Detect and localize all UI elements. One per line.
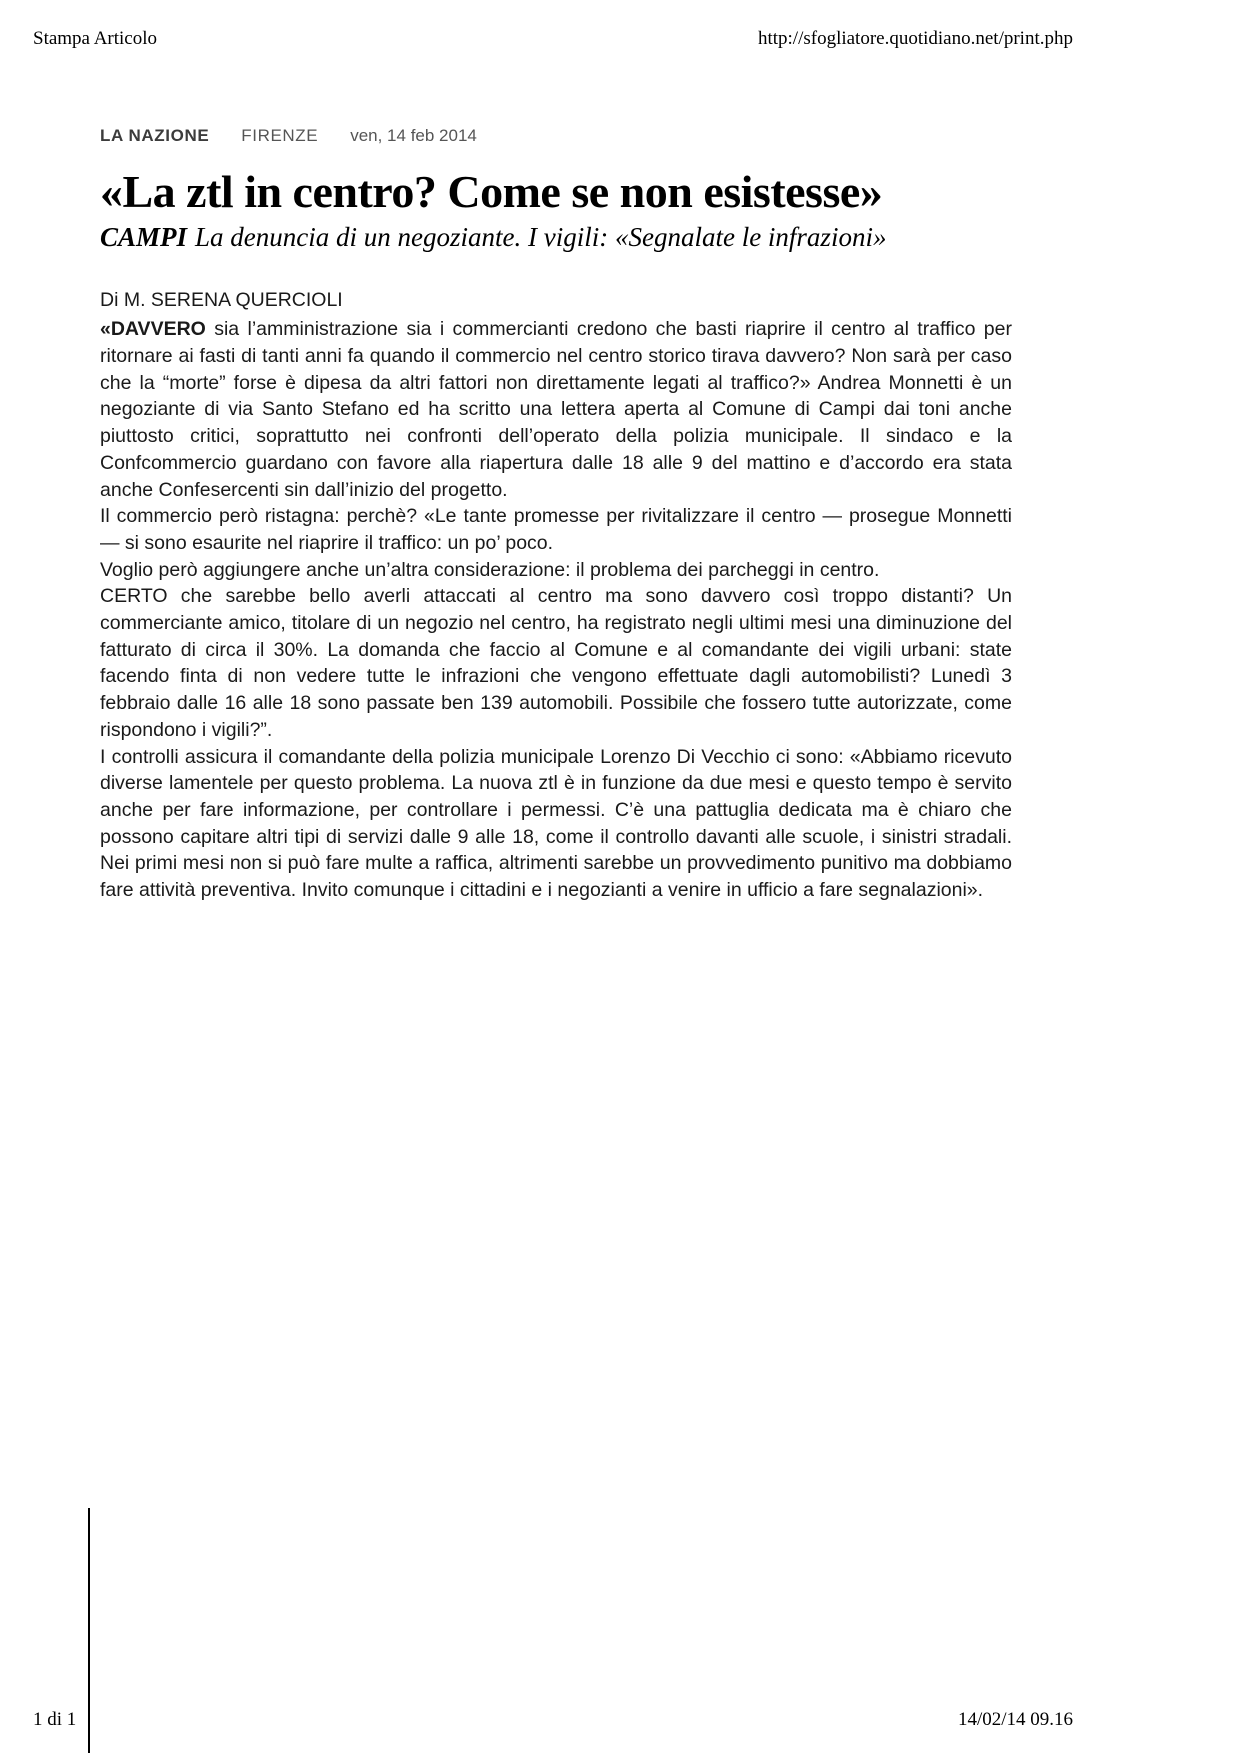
subtitle-lead: CAMPI bbox=[100, 222, 188, 253]
page-number: 1 di 1 bbox=[33, 1709, 77, 1730]
article-paragraph: Voglio però aggiungere anche un’altra considerazione: il problema dei parcheggi in centro. bbox=[100, 558, 880, 581]
article-date: ven, 14 feb 2014 bbox=[350, 126, 477, 145]
print-timestamp: 14/02/14 09.16 bbox=[957, 1709, 1073, 1730]
paragraph-lead: «DAVVERO bbox=[100, 318, 206, 341]
article-title: «La ztl in centro? Come se non esistesse» bbox=[100, 166, 883, 217]
masthead-row bbox=[100, 126, 1012, 146]
print-header-title: Stampa Articolo bbox=[33, 28, 158, 49]
page-edge-line bbox=[88, 1508, 90, 1753]
subtitle-text: La denuncia di un negoziante. I vigili: «Segnalate le infrazioni» bbox=[195, 222, 887, 253]
edition-label: FIRENZE bbox=[241, 126, 319, 145]
print-footer bbox=[33, 1709, 1073, 1731]
article-paragraph: I controlli assicura il comandante della polizia municipale Lorenzo Di Vecchio ci sono: «Abbiamo ricevuto diverse lamentele per questo problema. La nuova ztl è in funzione da due mesi e questo tempo è servito anche per fare informazione, per controllare i permessi. C’è una pattuglia dedicata ma è chiaro che possono capitare altri tipi di servizi dalle 9 alle 18, come il controllo davanti alle scuole, i sinistri stradali. Nei primi mesi non si può fare multe a raffica, altrimenti sarebbe un provvedimento punitivo ma dobbiamo fare attività preventiva. Invito comunque i cittadini e i negozianti a venire in ufficio a fare segnalazioni». bbox=[100, 745, 1012, 902]
article bbox=[100, 126, 1012, 904]
article-subtitle bbox=[100, 222, 1012, 253]
newspaper-masthead: LA NAZIONE bbox=[100, 126, 210, 145]
print-header-url: http://sfogliatore.quotidiano.net/print.php bbox=[757, 28, 1073, 49]
article-body bbox=[100, 316, 1012, 903]
article-paragraph: Il commercio però ristagna: perchè? «Le tante promesse per rivitalizzare il centro — prosegue Monnetti — si sono esaurite nel riaprire il traffico: un po’ poco. bbox=[100, 505, 1012, 554]
article-paragraph: «DAVVERO sia l’amministrazione sia i commercianti credono che basti riaprire il centro al traffico per ritornare ai fasti di tanti anni fa quando il commercio nel centro storico tirava davvero? Non sarà per caso che la “morte” forse è dipesa da altri fattori non direttamente legati al traffico?» Andrea Monnetti è un negoziante di via Santo Stefano ed ha scritto una lettera aperta al Comune di Campi dai toni anche piuttosto critici, soprattutto nei confronti dell’operato della polizia municipale. Il sindaco e la Confcommercio guardano con favore alla riapertura dalle 18 alle 9 del mattino e d’accordo era stata anche Confesercenti sin dall’inizio del progetto. bbox=[100, 318, 1012, 501]
article-paragraph: CERTO che sarebbe bello averli attaccati al centro ma sono davvero così troppo distanti? Un commerciante amico, titolare di un negozio nel centro, ha registrato negli ultimi mesi una diminuzione del fatturato di circa il 30%. La domanda che faccio al Comune e al comandante dei vigili urbani: state facendo finta di non vedere tutte le infrazioni che vengono effettuate dagli automobilisti? Lunedì 3 febbraio dalle 16 alle 18 sono passate ben 139 automobili. Possibile che fossero tutte autorizzate, come rispondono i vigili?”. bbox=[100, 585, 1012, 741]
byline: Di M. SERENA QUERCIOLI bbox=[100, 289, 343, 312]
print-header bbox=[33, 28, 1073, 50]
